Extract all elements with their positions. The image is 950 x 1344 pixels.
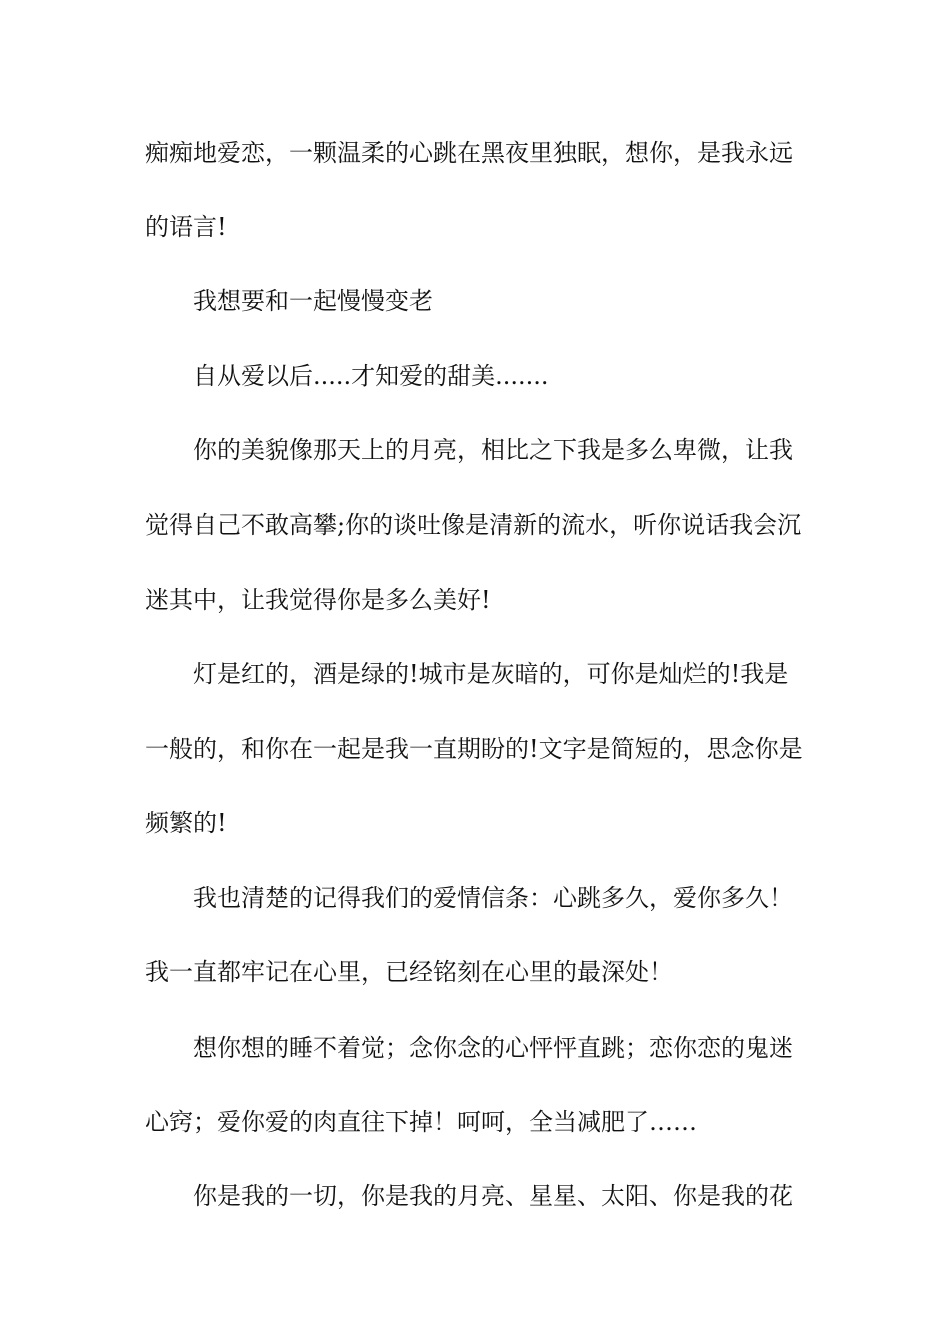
text-line: 的语言! bbox=[145, 213, 227, 241]
text-line: 迷其中，让我觉得你是多么美好! bbox=[145, 586, 491, 614]
text-line: 你的美貌像那天上的月亮，相比之下我是多么卑微，让我 bbox=[193, 436, 793, 464]
text-line: 频繁的! bbox=[145, 809, 227, 837]
text-line: 我也清楚的记得我们的爱情信条：心跳多久，爱你多久！ bbox=[193, 884, 793, 912]
text-line: 我一直都牢记在心里，已经铭刻在心里的最深处！ bbox=[145, 958, 673, 986]
text-line: 想你想的睡不着觉；念你念的心怦怦直跳；恋你恋的鬼迷 bbox=[193, 1034, 793, 1062]
text-line: 自从爱以后.....才知爱的甜美....... bbox=[193, 362, 549, 390]
text-line: 一般的，和你在一起是我一直期盼的!文字是简短的，思念你是 bbox=[145, 735, 803, 763]
text-line: 我想要和一起慢慢变老 bbox=[193, 287, 433, 315]
text-line: 心窍；爱你爱的肉直往下掉！呵呵，全当减肥了…… bbox=[145, 1108, 697, 1136]
text-line: 你是我的一切，你是我的月亮、星星、太阳、你是我的花 bbox=[193, 1182, 793, 1210]
text-line: 灯是红的，酒是绿的!城市是灰暗的，可你是灿烂的!我是 bbox=[193, 660, 789, 688]
text-line: 觉得自己不敢高攀;你的谈吐像是清新的流水，听你说话我会沉 bbox=[145, 511, 802, 539]
text-line: 痴痴地爱恋，一颗温柔的心跳在黑夜里独眠，想你，是我永远 bbox=[145, 139, 793, 167]
